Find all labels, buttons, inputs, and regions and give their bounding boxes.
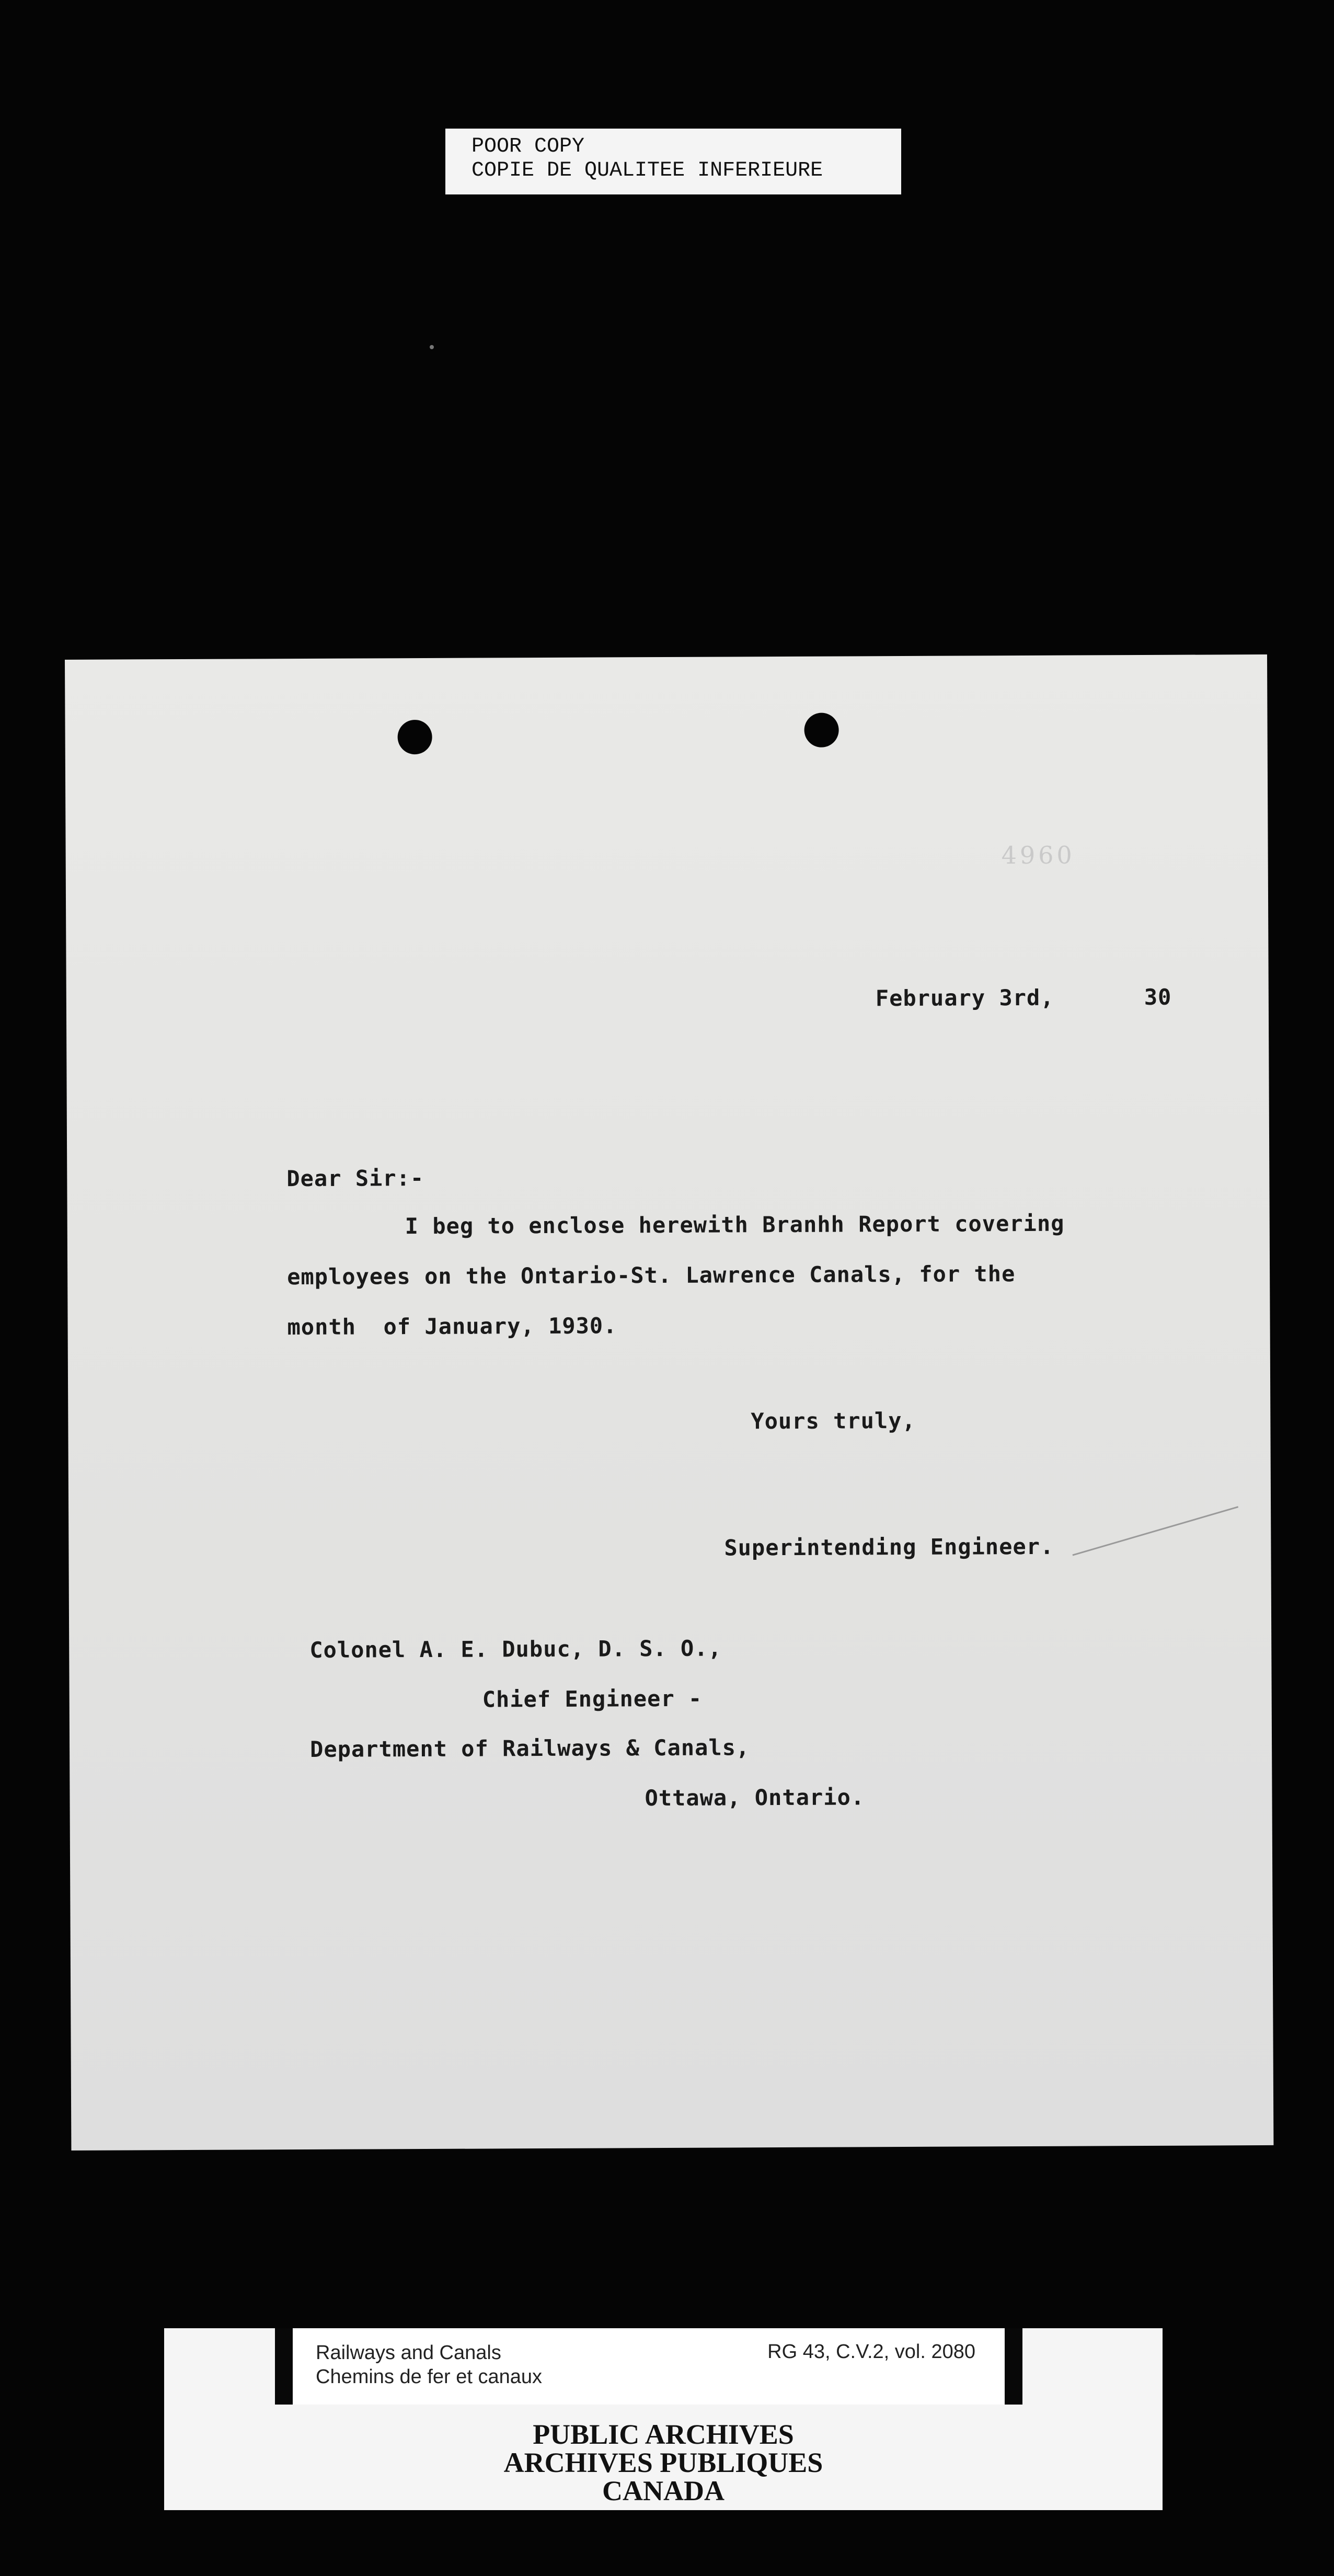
poor-copy-stamp: [445, 129, 901, 194]
archive-reference: RG 43, C.V.2, vol. 2080: [767, 2341, 975, 2363]
archives-english: PUBLIC ARCHIVES: [533, 2419, 794, 2450]
archives-title: [164, 2420, 1163, 2505]
closing: Yours truly,: [751, 1407, 916, 1434]
collection-label: [275, 2328, 1022, 2405]
body-line-2: employees on the Ontario-St. Lawrence Canals, for the: [287, 1261, 1016, 1290]
stamp-line-english: POOR COPY: [472, 135, 585, 158]
addressee-name: Colonel A. E. Dubuc, D. S. O.,: [309, 1635, 722, 1663]
stamp-line-french: COPIE DE QUALITEE INFERIEURE: [472, 159, 823, 182]
dust-speck: [430, 345, 434, 349]
archive-footer: [164, 2328, 1163, 2510]
collection-names: [316, 2341, 542, 2389]
addressee-title: Chief Engineer -: [482, 1685, 703, 1712]
punch-hole-left: [398, 720, 432, 754]
body-line-1: I beg to enclose herewith Branhh Report covering: [405, 1210, 1065, 1239]
addressee-department: Department of Railways & Canals,: [309, 1734, 750, 1762]
signature-stroke: [1072, 1506, 1238, 1556]
faint-file-number: 4960: [1001, 841, 1075, 870]
collection-english: Railways and Canals: [316, 2342, 501, 2364]
archives-french: ARCHIVES PUBLIQUES: [503, 2447, 823, 2478]
addressee-city: Ottawa, Ontario.: [645, 1784, 865, 1811]
punch-hole-right: [804, 713, 838, 748]
body-line-3: month of January, 1930.: [287, 1313, 617, 1340]
archives-country: CANADA: [602, 2475, 724, 2506]
letter-date: February 3rd,: [875, 984, 1054, 1011]
signature-title: Superintending Engineer.: [724, 1533, 1054, 1561]
letter-year: 30: [1144, 984, 1172, 1010]
collection-french: Chemins de fer et canaux: [316, 2366, 543, 2388]
letter-page: [65, 654, 1273, 2150]
salutation: Dear Sir:-: [286, 1165, 424, 1192]
